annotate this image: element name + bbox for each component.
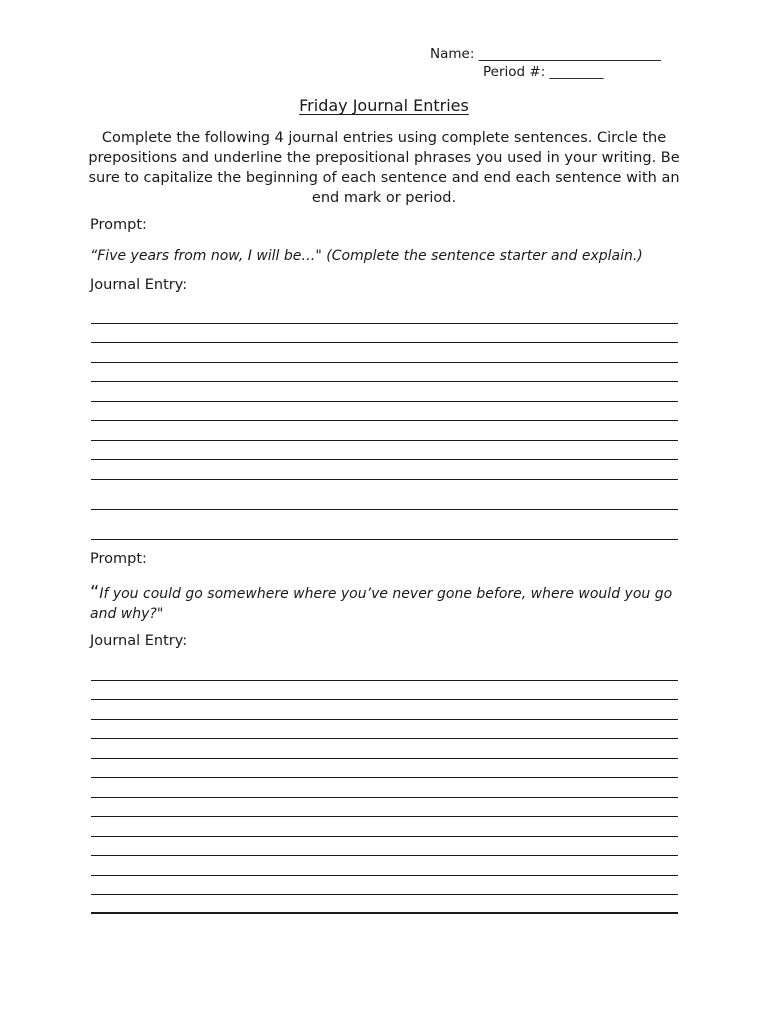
writing-line[interactable] bbox=[91, 699, 678, 700]
writing-line[interactable] bbox=[91, 758, 678, 759]
prompt-label-2: Prompt: bbox=[90, 551, 147, 567]
writing-line[interactable] bbox=[91, 539, 678, 540]
name-field[interactable]: Name: ___________________________ bbox=[430, 46, 661, 62]
writing-line[interactable] bbox=[91, 381, 678, 382]
instructions-paragraph: Complete the following 4 journal entries using complete sentences. Circle the prepositions and underline the prepositional phrases you used in your writing. Be sure to capitalize the beginning of each sentence and end each sentence with an end mark or period. bbox=[88, 130, 680, 206]
writing-line[interactable] bbox=[91, 342, 678, 343]
writing-line[interactable] bbox=[91, 836, 678, 837]
writing-line[interactable] bbox=[91, 440, 678, 441]
writing-line[interactable] bbox=[91, 479, 678, 480]
writing-line[interactable] bbox=[91, 401, 678, 402]
writing-line[interactable] bbox=[91, 738, 678, 739]
writing-line[interactable] bbox=[91, 875, 678, 876]
writing-line[interactable] bbox=[91, 816, 678, 817]
writing-line[interactable] bbox=[91, 420, 678, 421]
prompt-text-2 bbox=[90, 583, 680, 624]
writing-line[interactable] bbox=[91, 777, 678, 778]
writing-line[interactable] bbox=[91, 323, 678, 324]
prompt-text-2-body: If you could go somewhere where you’ve never gone before, where would you go and why?" bbox=[90, 586, 673, 622]
writing-line[interactable] bbox=[91, 797, 678, 798]
writing-line[interactable] bbox=[91, 459, 678, 460]
journal-entry-label-1: Journal Entry: bbox=[90, 277, 188, 293]
writing-line[interactable] bbox=[91, 719, 678, 720]
writing-line[interactable] bbox=[91, 855, 678, 856]
prompt-text-1: “Five years from now, I will be…" (Complete the sentence starter and explain.) bbox=[90, 248, 643, 264]
writing-line[interactable] bbox=[91, 680, 678, 681]
student-info-header bbox=[430, 45, 690, 81]
writing-line[interactable] bbox=[91, 509, 678, 510]
prompt-label-1: Prompt: bbox=[90, 217, 147, 233]
open-quote: “ bbox=[90, 582, 100, 603]
period-field[interactable]: Period #: ________ bbox=[483, 64, 604, 80]
writing-line[interactable] bbox=[91, 894, 678, 895]
page-title: Friday Journal Entries bbox=[299, 96, 469, 115]
writing-line[interactable] bbox=[91, 912, 678, 914]
writing-line[interactable] bbox=[91, 362, 678, 363]
journal-entry-label-2: Journal Entry: bbox=[90, 633, 188, 649]
